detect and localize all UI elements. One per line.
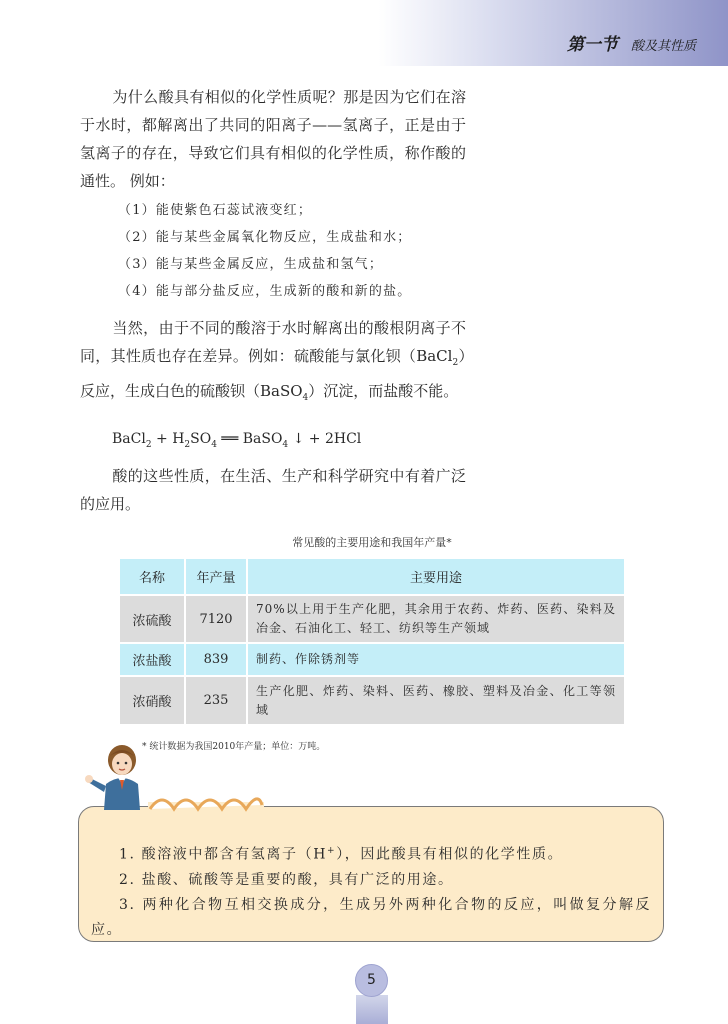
paragraph-applications-text: 酸的这些性质，在生活、生产和科学研究中有着广泛的应用。 <box>80 467 466 513</box>
table-header-row <box>120 559 624 595</box>
eq-equals: ══ <box>216 431 243 447</box>
eq-sub: 2 <box>145 439 152 450</box>
eq-bacl: BaCl <box>112 431 146 447</box>
p2-sub-2: 4 <box>302 393 309 403</box>
section-title: 酸及其性质 <box>630 39 696 54</box>
eq-sub: 4 <box>211 439 217 450</box>
eq-hcl: + 2HCl <box>308 431 362 447</box>
page-number-tab <box>356 995 388 1024</box>
property-item: （1）能使紫色石蕊试液变红； <box>118 203 313 218</box>
summary-item-1-text: 1. 酸溶液中都含有氢离子（H <box>119 846 328 863</box>
eq-sub: 2 <box>184 439 191 450</box>
property-item: （4）能与部分盐反应，生成新的酸和新的盐。 <box>118 284 412 299</box>
eq-h: + H <box>151 431 185 447</box>
paragraph-intro <box>80 83 466 195</box>
precipitate-arrow: ↓ <box>288 431 309 447</box>
header-output: 年产量 <box>185 559 247 595</box>
summary-box <box>78 806 664 942</box>
header-name: 名称 <box>120 559 185 595</box>
eq-so: SO <box>190 431 212 447</box>
summary-item-3-text: 3. 两种化合物互相交换成分，生成另外两种化合物的反应，叫做复分解反应。 <box>91 896 651 938</box>
acid-use: 70%以上用于生产化肥，其余用于农药、炸药、医药、染料及冶金、石油化工、轻工、纺织等生产领域 <box>247 595 624 643</box>
acid-name: 浓硝酸 <box>120 676 185 724</box>
table-row <box>120 595 624 643</box>
table-footnote: * 统计数据为我国2010年产量；单位：万吨。 <box>142 742 326 752</box>
property-item: （2）能与某些金属氧化物反应，生成盐和水； <box>118 230 412 245</box>
eq-sub: 4 <box>282 439 289 450</box>
chapter-header <box>567 30 696 55</box>
acid-output: 839 <box>185 643 247 676</box>
section-number: 第一节 <box>566 35 618 55</box>
summary-text <box>91 839 651 943</box>
p2-sub-1: 2 <box>452 358 459 368</box>
table-caption: 常见酸的主要用途和我国年产量* <box>292 536 452 549</box>
acid-output: 235 <box>185 676 247 724</box>
summary-item-1-text-b: ），因此酸具有相似的化学性质。 <box>336 846 564 863</box>
acid-uses-table <box>120 559 624 724</box>
p2-text-1: 当然，由于不同的酸溶于水时解离出的酸根阴离子不同，其性质也存在差异。例如：硫酸能与氯化钡（BaCl <box>80 319 466 365</box>
scallop-decoration <box>148 791 264 813</box>
summary-item-1-sup: + <box>327 846 337 856</box>
acid-output: 7120 <box>185 595 247 643</box>
paragraph-intro-text: 为什么酸具有相似的化学性质呢？那是因为它们在溶于水时，都解离出了共同的阳离子——氢离子，正是由于氢离子的存在，导致它们具有相似的化学性质，称作酸的通性。 例如： <box>80 88 466 190</box>
chemical-equation <box>112 431 361 450</box>
page-number: 5 <box>355 964 388 997</box>
summary-item-2-text: 2. 盐酸、硫酸等是重要的酸，具有广泛的用途。 <box>119 871 454 888</box>
summary-item <box>91 868 651 893</box>
table-row <box>120 643 624 676</box>
acid-name: 浓硫酸 <box>120 595 185 643</box>
acid-use: 制药、作除锈剂等 <box>247 643 624 676</box>
paragraph-difference <box>80 314 466 412</box>
student-girl-illustration <box>84 744 154 810</box>
table-row <box>120 676 624 724</box>
acid-properties-list <box>118 197 411 305</box>
property-item: （3）能与某些金属反应，生成盐和氢气； <box>118 257 384 272</box>
summary-item <box>91 839 651 868</box>
summary-item <box>91 893 651 943</box>
eq-baso: BaSO <box>242 431 283 447</box>
acid-name: 浓盐酸 <box>120 643 185 676</box>
acid-use: 生产化肥、炸药、染料、医药、橡胶、塑料及冶金、化工等领域 <box>247 676 624 724</box>
paragraph-applications <box>80 462 466 518</box>
p2-text-2: ）反应，生成白色的硫酸钡（BaSO <box>80 347 466 400</box>
header-use: 主要用途 <box>247 559 624 595</box>
p2-text-3: ）沉淀，而盐酸不能。 <box>308 382 459 400</box>
